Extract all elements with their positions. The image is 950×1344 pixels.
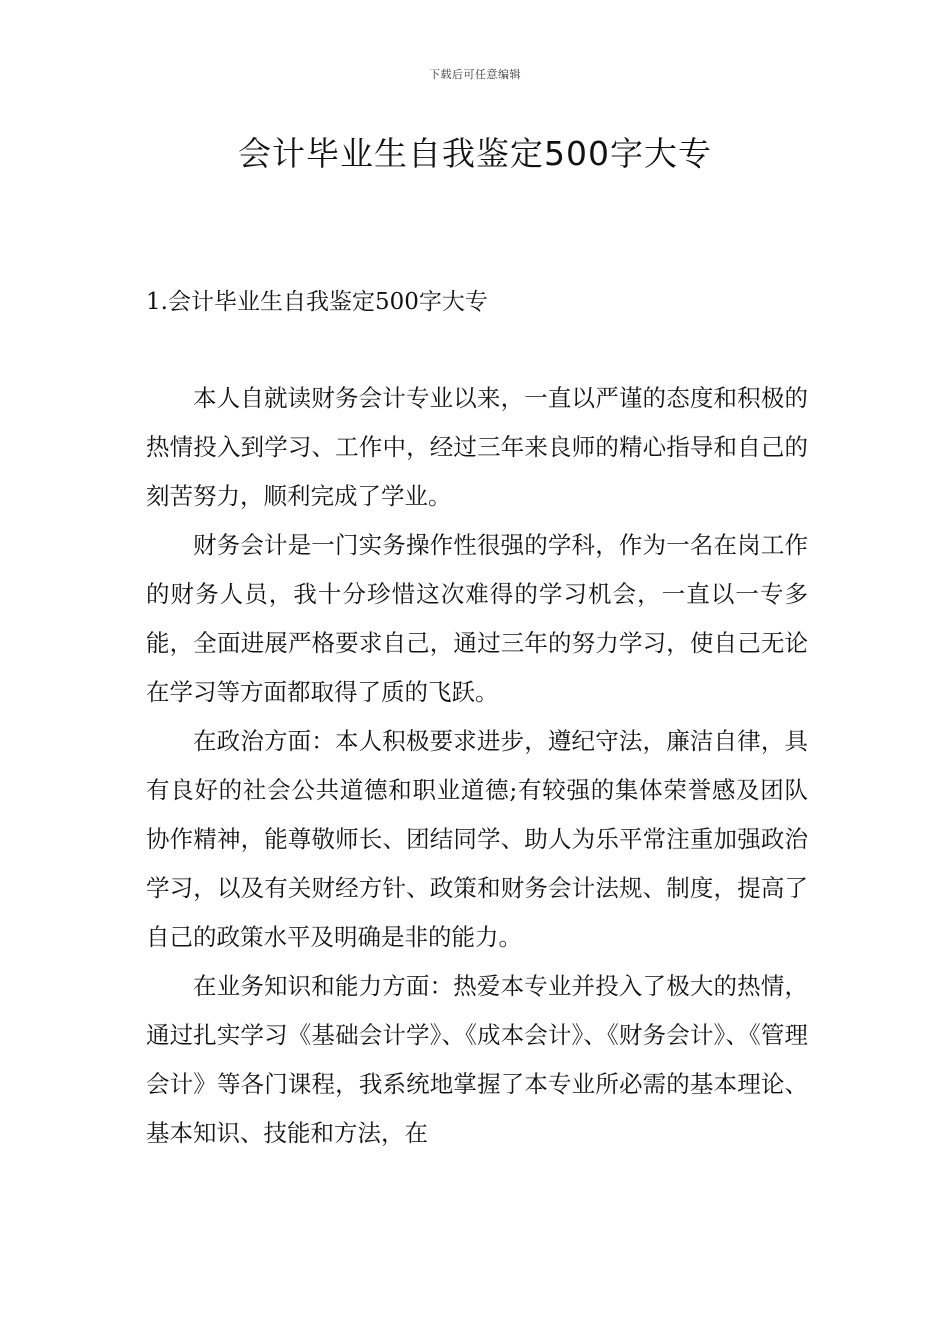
document-title: 会计毕业生自我鉴定500字大专 [238,134,712,173]
paragraph-4: 在业务知识和能力方面：热爱本专业并投入了极大的热情，通过扎实学习《基础会计学》、《成本会计》、《财务会计》、《管理会计》等各门课程，我系统地掌握了本专业所必需的基本理论、基本知识、技能和方法，在 [146,972,808,1147]
paragraph-1: 本人自就读财务会计专业以来，一直以严谨的态度和积极的热情投入到学习、工作中，经过三年来良师的精心指导和自己的刻苦努力，顺利完成了学业。 [146,384,808,510]
header-note: 下载后可任意编辑 [429,68,521,81]
section-heading: 1.会计毕业生自我鉴定500字大专 [146,289,488,315]
document-body [146,374,808,1158]
paragraph-2: 财务会计是一门实务操作性很强的学科，作为一名在岗工作的财务人员，我十分珍惜这次难得的学习机会，一直以一专多能，全面进展严格要求自己，通过三年的努力学习，使自己无论在学习等方面都取得了质的飞跃。 [146,531,808,706]
paragraph-3: 在政治方面：本人积极要求进步，遵纪守法，廉洁自律，具有良好的社会公共道德和职业道德;有较强的集体荣誉感及团队协作精神，能尊敬师长、团结同学、助人为乐平常注重加强政治学习，以及有关财经方针、政策和财务会计法规、制度，提高了自己的政策水平及明确是非的能力。 [146,727,808,951]
